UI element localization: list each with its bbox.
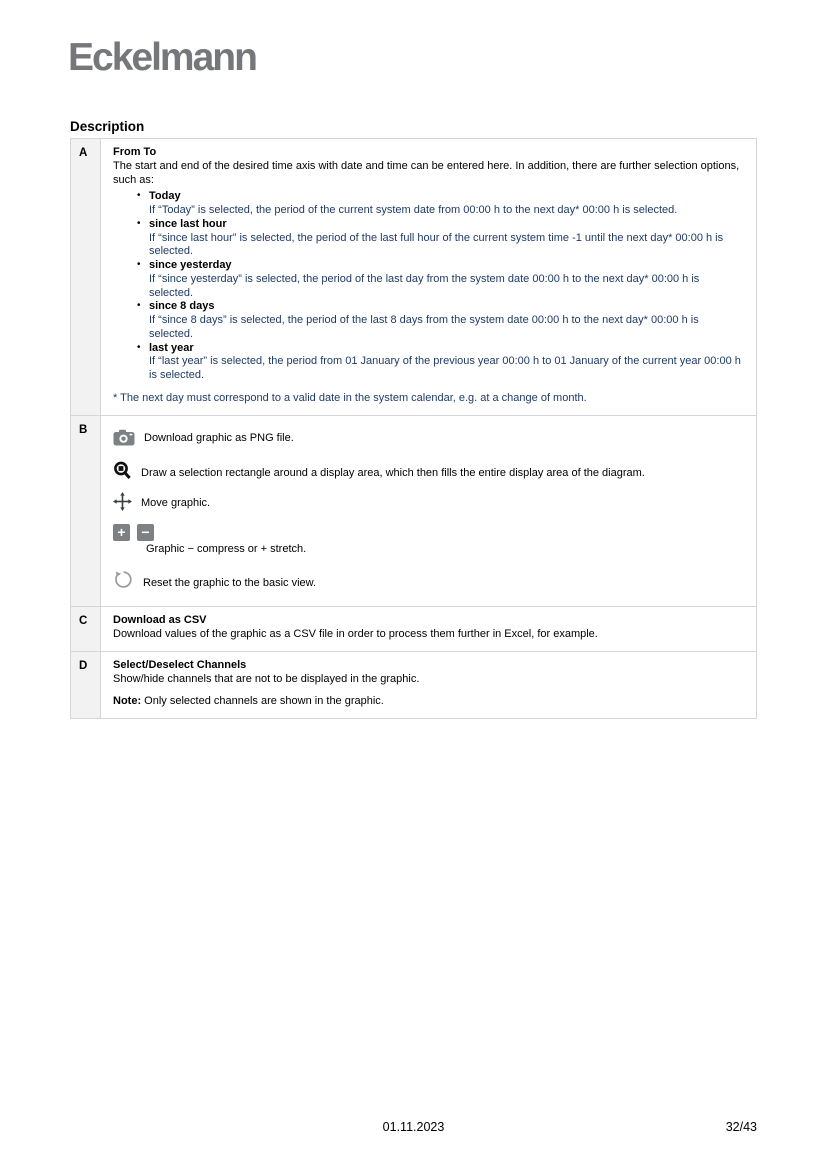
page-title: Description xyxy=(70,119,145,134)
move-item xyxy=(113,492,744,511)
list-item xyxy=(137,342,744,383)
row-d-note xyxy=(113,695,744,709)
row-d-content xyxy=(101,652,756,718)
note-text: Only selected channels are shown in the graphic. xyxy=(144,695,384,708)
list-item xyxy=(137,259,744,300)
row-a-footnote: * The next day must correspond to a valid date in the system calendar, e.g. at a change of month. xyxy=(113,391,587,404)
row-a-content xyxy=(101,139,756,415)
table-row-c xyxy=(71,606,756,651)
compress-stretch-item xyxy=(113,524,744,557)
zoom-select-item xyxy=(113,461,744,481)
option-term: • since last hour xyxy=(149,217,227,230)
option-term: • last year xyxy=(149,341,194,354)
option-term: • since yesterday xyxy=(149,259,232,271)
row-a-title: From To xyxy=(113,146,157,158)
option-term: • since 8 days xyxy=(149,300,215,313)
option-desc: If “since 8 days” is selected, the period of the last 8 days from the system date 00:00 h to the next day* 00:00 h is selected. xyxy=(149,314,699,340)
row-key-c: C xyxy=(71,607,101,651)
row-a-intro: The start and end of the desired time axis with date and time can be entered here. In addition, there are further selection options, such as: xyxy=(113,159,740,186)
option-desc: If “Today” is selected, the period of the current system date from 00:00 h to the next day* 00:00 h is selected. xyxy=(149,204,678,216)
table-row-a xyxy=(71,139,756,415)
row-key-a: A xyxy=(71,139,101,415)
row-c-body: Download values of the graphic as a CSV file in order to process them further in Excel, for example. xyxy=(113,628,598,640)
option-desc: If “since last hour” is selected, the period of the last full hour of the current system time -1 until the next day* 00:00 h is selected. xyxy=(149,231,724,258)
list-item xyxy=(137,300,744,341)
footer-date: 01.11.2023 xyxy=(382,1120,445,1134)
reset-icon xyxy=(113,569,134,590)
camera-icon xyxy=(113,429,135,446)
row-key-b: B xyxy=(71,416,101,607)
time-options-list xyxy=(137,190,744,383)
option-term: • Today xyxy=(149,190,181,203)
eckelmann-logo: Eckelmann xyxy=(68,36,256,79)
icon-item-label: Move graphic. xyxy=(141,496,211,509)
row-d-title: Select/Deselect Channels xyxy=(113,658,247,671)
move-icon xyxy=(113,492,132,511)
row-d-body: Show/hide channels that are not to be displayed in the graphic. xyxy=(113,672,420,685)
reset-item xyxy=(113,569,744,590)
icon-item-label: Download graphic as PNG file. xyxy=(144,431,294,444)
zoom-select-icon xyxy=(113,461,132,481)
option-desc: If “last year” is selected, the period from 01 January of the previous year 00:00 h to 01 January of the current year 00:00 h is selected. xyxy=(149,355,741,381)
row-c-content xyxy=(101,607,756,651)
list-item xyxy=(137,218,744,259)
plus-icon: + xyxy=(113,524,130,541)
row-c-title: Download as CSV xyxy=(113,614,207,627)
png-download-item xyxy=(113,429,744,446)
minus-icon: − xyxy=(137,524,154,541)
list-item xyxy=(137,190,744,218)
description-table xyxy=(70,138,757,719)
row-b-content xyxy=(101,416,756,607)
table-row-d xyxy=(71,651,756,718)
option-desc: If “since yesterday” is selected, the period of the last day from the system date 00:00 h to the next day* 00:00 h is selected. xyxy=(149,272,700,299)
plus-minus-icons xyxy=(113,524,744,541)
row-key-d: D xyxy=(71,652,101,718)
footer-page-number: 32/43 xyxy=(725,1120,757,1134)
icon-item-label: Draw a selection rectangle around a display area, which then fills the entire display area of the diagram. xyxy=(141,466,645,479)
icon-item-label: Graphic − compress or + stretch. xyxy=(146,542,307,555)
note-label: Note: xyxy=(113,695,142,708)
icon-item-label: Reset the graphic to the basic view. xyxy=(143,576,317,589)
table-row-b xyxy=(71,415,756,607)
